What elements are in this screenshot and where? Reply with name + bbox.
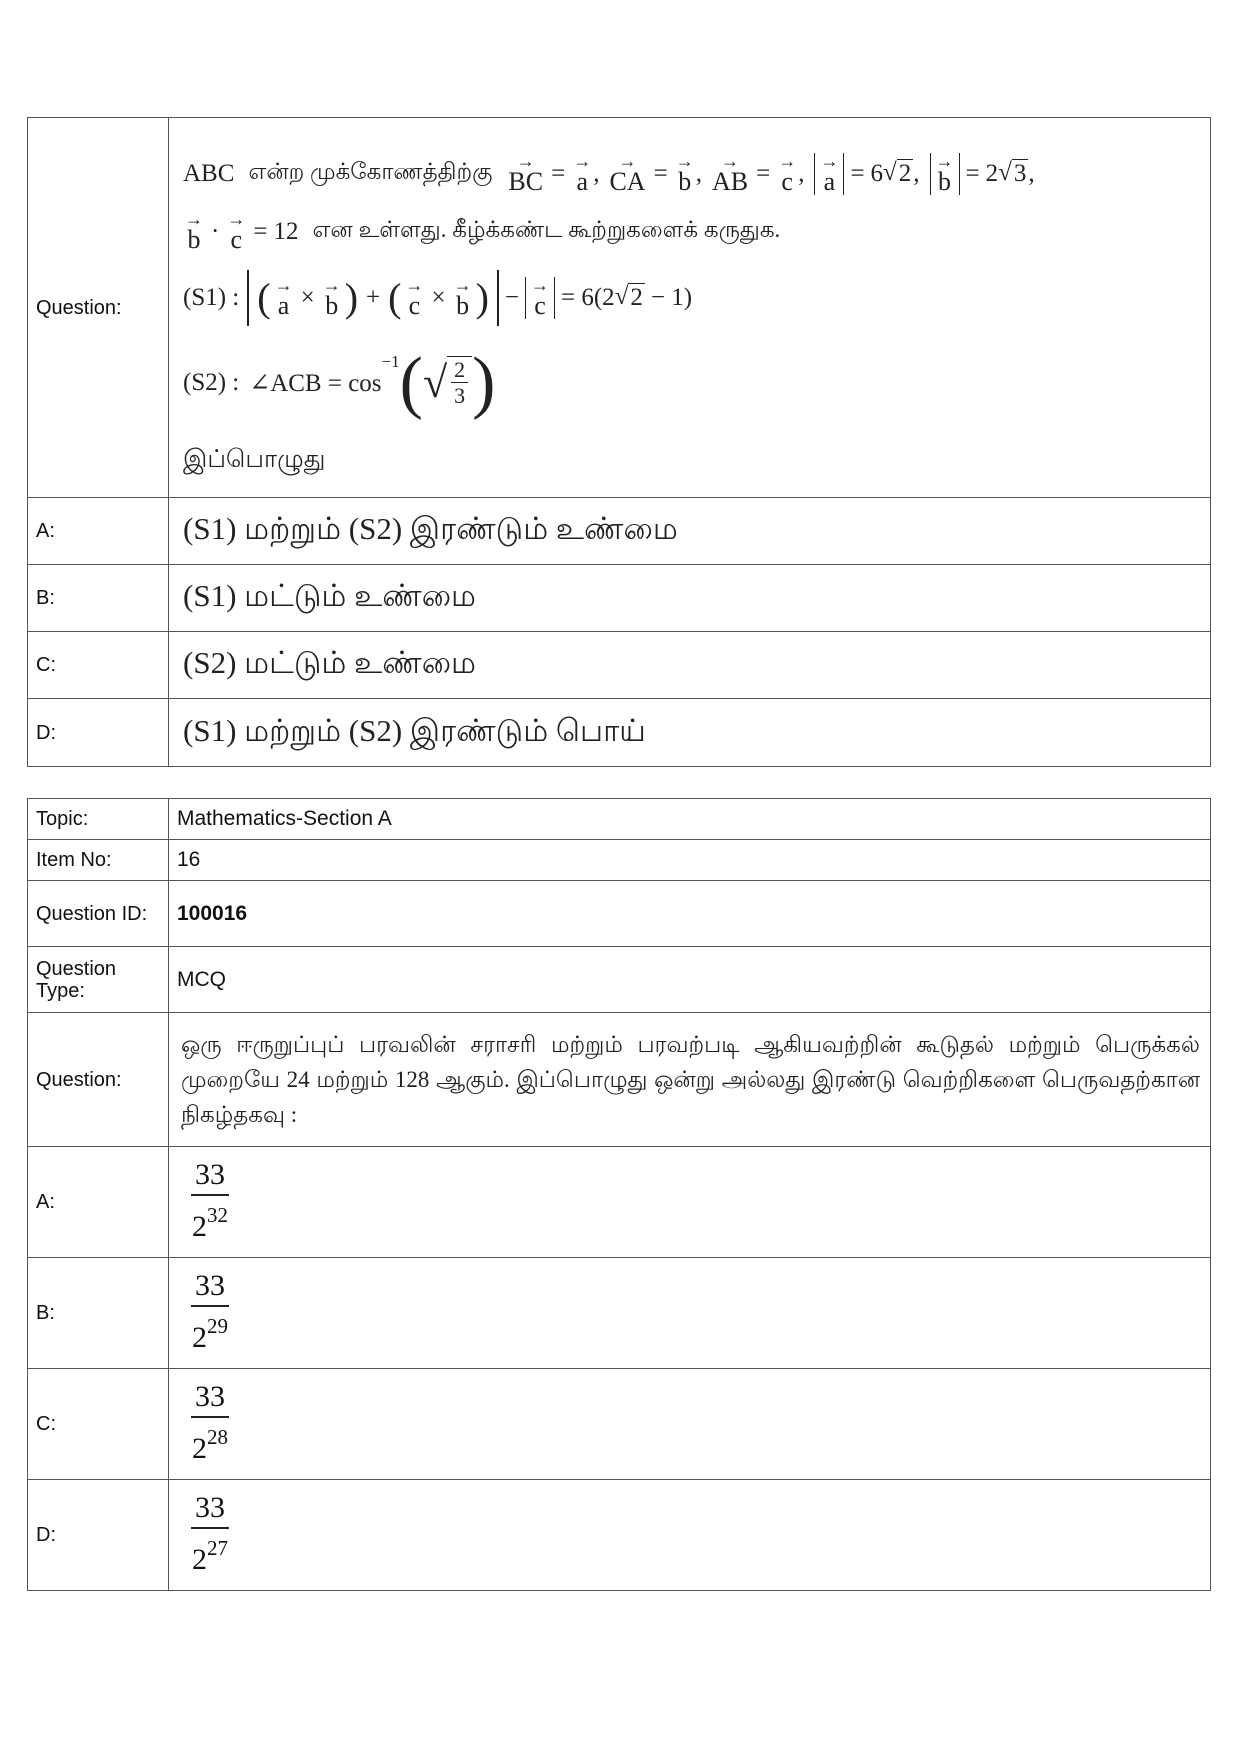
stem-text-2: என உள்ளது. கீழ்க்கண்ட கூற்றுகளைக் கருதுக. [312,217,781,242]
option-b[interactable] [169,1258,1211,1369]
question-type-value: MCQ [169,947,1211,1013]
fraction-c: $\frac{33}{2^{28}}$ [192,1379,228,1465]
sqrt-2: √ 2 [883,159,912,187]
option-label-d: D: [28,699,169,767]
option-a[interactable] [169,1147,1211,1258]
s1-label: (S1) : [183,283,240,311]
vector-ab: → AB [711,150,749,196]
vector-a: → a [573,150,592,196]
stem-line-2: → b · → c = 12 என உள்ளது. கீழ்க்கண்ட கூற்றுகளைக் கருதுக. [185,208,781,254]
triangle-name: ABC [183,159,235,187]
fraction-b: $\frac{33}{2^{29}}$ [192,1268,228,1354]
stem-text-1: என்ற முக்கோணத்திற்கு [248,159,493,184]
s1-sqrt: √ 2 [614,283,643,311]
question-label: Question: [28,1013,169,1147]
option-a-text[interactable]: (S1) மற்றும் (S2) இரண்டும் உண்மை [169,498,1211,565]
item-no-label: Item No: [28,840,169,881]
stem-now: இப்பொழுது [183,446,326,473]
stem-line-1: ABC என்ற முக்கோணத்திற்கு → BC = → a , → CA = → b , → AB = → c , → a = 6 √ 2 , → b = 2 √ 3 , [183,150,1035,196]
question-2-text: ஒரு ஈருறுப்புப் பரவலின் சராசரி மற்றும் பரவற்படி ஆகியவற்றின் கூடுதல் மற்றும் பெருக்கல் முறையே 24 மற்றும் 128 ஆகும். இப்பொழுது ஒன்று அல்லது இரண்டு வெற்றிகளை பெருவதற்கான நிகழ்தகவு : [169,1013,1211,1147]
vector-ca: → CA [609,150,646,196]
option-c[interactable] [169,1369,1211,1480]
fraction-a: $\frac{33}{2^{32}}$ [192,1157,228,1243]
vector-c: → c [778,150,797,196]
s2-exponent: −1 [381,351,400,371]
magnitude-a: → a [814,153,844,195]
item-no-value: 16 [169,840,1211,881]
magnitude-a-coef: 6 [870,159,884,187]
magnitude-b: → b [930,153,960,195]
option-d-text[interactable]: (S1) மற்றும் (S2) இரண்டும் பொய் [169,699,1211,767]
s1-rhs-post: − 1) [650,283,693,311]
statement-s1: (S1) : ( → a × → b ) + ( → c × → b ) − → c = 6(2 √ 2 − 1) [183,268,1200,328]
question-label: Question: [28,118,169,498]
option-b-text[interactable]: (S1) மட்டும் உண்மை [169,565,1211,632]
option-label-a: A: [28,1147,169,1258]
s1-rhs-pre: = 6(2 [561,283,615,311]
s2-lhs: ∠ACB = cos [249,369,382,397]
magnitude-c: → c [525,277,555,319]
dot-product-value: 12 [273,217,299,245]
option-label-c: C: [28,1369,169,1480]
s1-magnitude-expression: ( → a × → b ) + ( → c × → b ) [247,270,499,326]
topic-value: Mathematics-Section A [169,799,1211,840]
vector-b-dot: → b [185,208,203,254]
vector-bc: → BC [508,150,544,196]
question-id-value: 100016 [169,881,1211,947]
question-type-label: Question Type: [28,947,169,1013]
question-2-table [27,798,1211,1591]
statement-s2: (S2) : ∠ACB = cos $^{-1}$ ( √ $\frac{2}{3}$ ) [183,343,496,421]
vector-c-dot: → c [227,208,246,254]
option-d[interactable] [169,1480,1211,1591]
option-c-text[interactable]: (S2) மட்டும் உண்மை [169,632,1211,699]
topic-label: Topic: [28,799,169,840]
vector-b: → b [675,150,694,196]
question-id-label: Question ID: [28,881,169,947]
sqrt-3: √ 3 [998,159,1027,187]
question-1-stem [169,118,1211,498]
option-label-b: B: [28,565,169,632]
magnitude-b-coef: 2 [985,159,999,187]
fraction-d: $\frac{33}{2^{27}}$ [192,1490,228,1576]
option-label-d: D: [28,1480,169,1591]
option-label-c: C: [28,632,169,699]
option-label-a: A: [28,498,169,565]
option-label-b: B: [28,1258,169,1369]
s2-sqrt: √ $\frac{2}{3}$ [423,356,472,409]
question-1-table [27,117,1211,767]
s2-label: (S2) : [183,368,240,396]
